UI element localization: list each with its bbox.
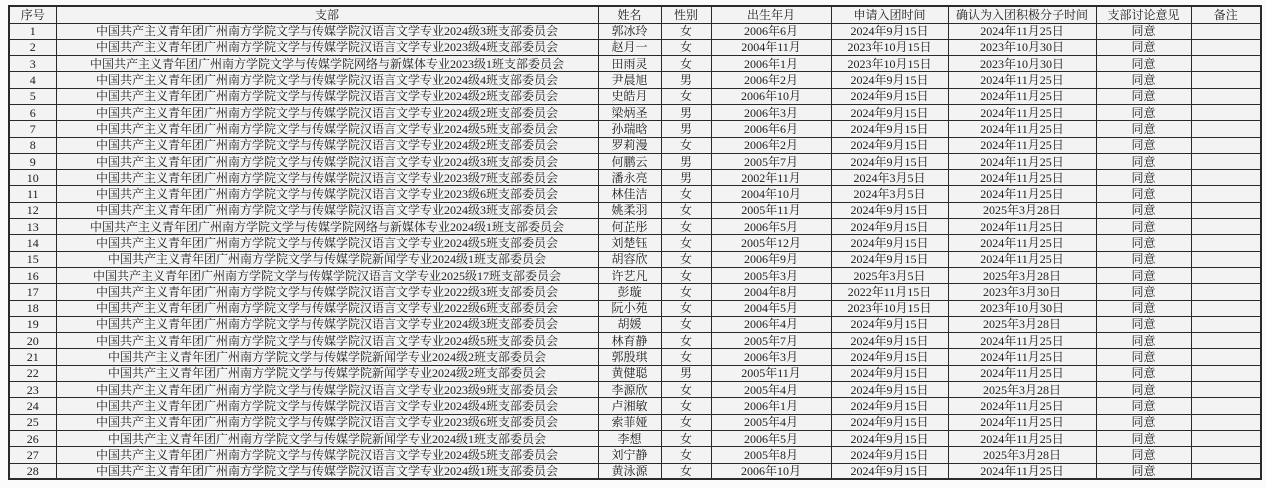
cell-gender: 男 xyxy=(661,365,711,381)
cell-apply_date: 2024年9月15日 xyxy=(831,365,948,381)
cell-confirm_date: 2024年11月25日 xyxy=(948,121,1096,137)
cell-name: 林育静 xyxy=(598,333,661,349)
table-row xyxy=(9,414,1261,430)
cell-remark xyxy=(1191,137,1261,153)
cell-birth: 2006年3月 xyxy=(711,349,831,365)
cell-gender: 男 xyxy=(661,153,711,169)
cell-index: 24 xyxy=(9,398,56,414)
cell-apply_date: 2024年9月15日 xyxy=(831,382,948,398)
cell-gender: 女 xyxy=(661,414,711,430)
cell-confirm_date: 2024年11月25日 xyxy=(948,104,1096,120)
cell-confirm_date: 2024年11月25日 xyxy=(948,414,1096,430)
table-row xyxy=(9,202,1261,218)
youth-league-activist-table xyxy=(8,5,1262,480)
cell-index: 5 xyxy=(9,88,56,104)
cell-confirm_date: 2024年11月25日 xyxy=(948,186,1096,202)
cell-name: 胡媛 xyxy=(598,316,661,332)
cell-name: 刘楚钰 xyxy=(598,235,661,251)
cell-name: 梁炳圣 xyxy=(598,104,661,120)
cell-birth: 2005年3月 xyxy=(711,267,831,283)
cell-confirm_date: 2023年10月30日 xyxy=(948,39,1096,55)
cell-index: 18 xyxy=(9,300,56,316)
table-row xyxy=(9,300,1261,316)
cell-birth: 2004年8月 xyxy=(711,284,831,300)
cell-opinion: 同意 xyxy=(1096,202,1191,218)
cell-remark xyxy=(1191,88,1261,104)
cell-birth: 2006年4月 xyxy=(711,316,831,332)
cell-apply_date: 2024年9月15日 xyxy=(831,414,948,430)
cell-opinion: 同意 xyxy=(1096,39,1191,55)
cell-branch: 中国共产主义青年团广州南方学院文学与传媒学院汉语言文学专业2024级2班支部委员会 xyxy=(56,104,598,120)
cell-birth: 2006年6月 xyxy=(711,121,831,137)
cell-apply_date: 2023年10月15日 xyxy=(831,56,948,72)
cell-gender: 男 xyxy=(661,170,711,186)
cell-remark xyxy=(1191,430,1261,446)
cell-birth: 2005年7月 xyxy=(711,153,831,169)
cell-name: 罗莉漫 xyxy=(598,137,661,153)
cell-branch: 中国共产主义青年团广州南方学院文学与传媒学院汉语言文学专业2023级7班支部委员会 xyxy=(56,170,598,186)
cell-gender: 女 xyxy=(661,430,711,446)
cell-name: 郭殷琪 xyxy=(598,349,661,365)
cell-gender: 女 xyxy=(661,219,711,235)
cell-apply_date: 2024年9月15日 xyxy=(831,153,948,169)
column-header-gender: 性别 xyxy=(661,6,711,23)
cell-opinion: 同意 xyxy=(1096,349,1191,365)
table-row xyxy=(9,186,1261,202)
cell-birth: 2005年7月 xyxy=(711,333,831,349)
cell-remark xyxy=(1191,267,1261,283)
cell-name: 田雨灵 xyxy=(598,56,661,72)
cell-apply_date: 2024年9月15日 xyxy=(831,23,948,39)
cell-name: 赵月一 xyxy=(598,39,661,55)
cell-branch: 中国共产主义青年团广州南方学院文学与传媒学院网络与新媒体专业2023级1班支部委员会 xyxy=(56,56,598,72)
cell-opinion: 同意 xyxy=(1096,251,1191,267)
cell-name: 史皓月 xyxy=(598,88,661,104)
cell-remark xyxy=(1191,316,1261,332)
cell-gender: 女 xyxy=(661,398,711,414)
cell-remark xyxy=(1191,398,1261,414)
cell-name: 潘永亮 xyxy=(598,170,661,186)
cell-index: 9 xyxy=(9,153,56,169)
cell-opinion: 同意 xyxy=(1096,463,1191,479)
table-row xyxy=(9,382,1261,398)
cell-apply_date: 2024年9月15日 xyxy=(831,333,948,349)
cell-name: 刘宁静 xyxy=(598,447,661,463)
cell-confirm_date: 2025年3月28日 xyxy=(948,267,1096,283)
cell-opinion: 同意 xyxy=(1096,382,1191,398)
cell-confirm_date: 2024年11月25日 xyxy=(948,251,1096,267)
cell-confirm_date: 2024年11月25日 xyxy=(948,72,1096,88)
cell-index: 15 xyxy=(9,251,56,267)
cell-remark xyxy=(1191,121,1261,137)
cell-opinion: 同意 xyxy=(1096,137,1191,153)
cell-name: 尹晨旭 xyxy=(598,72,661,88)
cell-gender: 女 xyxy=(661,251,711,267)
cell-confirm_date: 2023年3月30日 xyxy=(948,284,1096,300)
cell-name: 李源欣 xyxy=(598,382,661,398)
cell-opinion: 同意 xyxy=(1096,72,1191,88)
cell-apply_date: 2024年9月15日 xyxy=(831,316,948,332)
cell-apply_date: 2024年9月15日 xyxy=(831,463,948,479)
header-row xyxy=(9,6,1261,23)
cell-remark xyxy=(1191,104,1261,120)
cell-remark xyxy=(1191,365,1261,381)
cell-remark xyxy=(1191,202,1261,218)
cell-birth: 2006年10月 xyxy=(711,463,831,479)
table-row xyxy=(9,365,1261,381)
cell-branch: 中国共产主义青年团广州南方学院文学与传媒学院汉语言文学专业2024级5班支部委员会 xyxy=(56,333,598,349)
cell-index: 2 xyxy=(9,39,56,55)
table-row xyxy=(9,463,1261,479)
cell-confirm_date: 2025年3月28日 xyxy=(948,202,1096,218)
cell-gender: 女 xyxy=(661,300,711,316)
table-row xyxy=(9,430,1261,446)
cell-confirm_date: 2025年3月28日 xyxy=(948,382,1096,398)
table-row xyxy=(9,121,1261,137)
table-row xyxy=(9,267,1261,283)
cell-opinion: 同意 xyxy=(1096,186,1191,202)
cell-opinion: 同意 xyxy=(1096,104,1191,120)
cell-opinion: 同意 xyxy=(1096,414,1191,430)
column-header-name: 姓名 xyxy=(598,6,661,23)
cell-index: 1 xyxy=(9,23,56,39)
cell-branch: 中国共产主义青年团广州南方学院文学与传媒学院汉语言文学专业2024级3班支部委员会 xyxy=(56,202,598,218)
cell-gender: 女 xyxy=(661,137,711,153)
cell-name: 何鹏云 xyxy=(598,153,661,169)
cell-index: 16 xyxy=(9,267,56,283)
cell-birth: 2004年5月 xyxy=(711,300,831,316)
cell-apply_date: 2025年3月5日 xyxy=(831,267,948,283)
column-header-branch: 支部 xyxy=(56,6,598,23)
table-row xyxy=(9,137,1261,153)
cell-index: 7 xyxy=(9,121,56,137)
cell-index: 13 xyxy=(9,219,56,235)
cell-name: 郭冰玲 xyxy=(598,23,661,39)
cell-gender: 女 xyxy=(661,284,711,300)
cell-branch: 中国共产主义青年团广州南方学院文学与传媒学院汉语言文学专业2023级6班支部委员会 xyxy=(56,414,598,430)
cell-birth: 2005年12月 xyxy=(711,235,831,251)
cell-apply_date: 2024年9月15日 xyxy=(831,137,948,153)
cell-gender: 男 xyxy=(661,121,711,137)
cell-index: 21 xyxy=(9,349,56,365)
cell-apply_date: 2024年9月15日 xyxy=(831,235,948,251)
cell-opinion: 同意 xyxy=(1096,219,1191,235)
cell-gender: 女 xyxy=(661,463,711,479)
cell-gender: 女 xyxy=(661,88,711,104)
cell-index: 4 xyxy=(9,72,56,88)
cell-branch: 中国共产主义青年团广州南方学院文学与传媒学院汉语言文学专业2024级5班支部委员会 xyxy=(56,121,598,137)
cell-confirm_date: 2024年11月25日 xyxy=(948,137,1096,153)
cell-index: 20 xyxy=(9,333,56,349)
cell-gender: 女 xyxy=(661,382,711,398)
cell-birth: 2006年5月 xyxy=(711,430,831,446)
cell-birth: 2006年1月 xyxy=(711,398,831,414)
cell-opinion: 同意 xyxy=(1096,170,1191,186)
cell-branch: 中国共产主义青年团广州南方学院文学与传媒学院汉语言文学专业2024级4班支部委员会 xyxy=(56,72,598,88)
cell-index: 22 xyxy=(9,365,56,381)
cell-remark xyxy=(1191,382,1261,398)
cell-remark xyxy=(1191,170,1261,186)
cell-remark xyxy=(1191,186,1261,202)
cell-name: 阮小苑 xyxy=(598,300,661,316)
cell-index: 19 xyxy=(9,316,56,332)
table-row xyxy=(9,72,1261,88)
cell-opinion: 同意 xyxy=(1096,430,1191,446)
cell-gender: 男 xyxy=(661,72,711,88)
cell-branch: 中国共产主义青年团广州南方学院文学与传媒学院新闻学专业2024级2班支部委员会 xyxy=(56,349,598,365)
cell-confirm_date: 2024年11月25日 xyxy=(948,23,1096,39)
cell-branch: 中国共产主义青年团广州南方学院文学与传媒学院新闻学专业2024级1班支部委员会 xyxy=(56,251,598,267)
cell-apply_date: 2024年9月15日 xyxy=(831,398,948,414)
cell-branch: 中国共产主义青年团广州南方学院文学与传媒学院汉语言文学专业2023级4班支部委员会 xyxy=(56,39,598,55)
cell-index: 28 xyxy=(9,463,56,479)
table-row xyxy=(9,284,1261,300)
cell-gender: 女 xyxy=(661,39,711,55)
cell-confirm_date: 2024年11月25日 xyxy=(948,333,1096,349)
cell-index: 26 xyxy=(9,430,56,446)
cell-remark xyxy=(1191,72,1261,88)
cell-remark xyxy=(1191,284,1261,300)
cell-branch: 中国共产主义青年团广州南方学院文学与传媒学院汉语言文学专业2024级3班支部委员会 xyxy=(56,153,598,169)
cell-remark xyxy=(1191,333,1261,349)
cell-name: 许艺凡 xyxy=(598,267,661,283)
cell-apply_date: 2022年11月15日 xyxy=(831,284,948,300)
cell-confirm_date: 2024年11月25日 xyxy=(948,170,1096,186)
cell-confirm_date: 2025年3月28日 xyxy=(948,447,1096,463)
cell-index: 14 xyxy=(9,235,56,251)
table-row xyxy=(9,23,1261,39)
table-row xyxy=(9,170,1261,186)
cell-confirm_date: 2024年11月25日 xyxy=(948,398,1096,414)
cell-name: 索菲娅 xyxy=(598,414,661,430)
cell-remark xyxy=(1191,463,1261,479)
cell-index: 23 xyxy=(9,382,56,398)
cell-name: 林佳洁 xyxy=(598,186,661,202)
cell-opinion: 同意 xyxy=(1096,447,1191,463)
table-row xyxy=(9,251,1261,267)
cell-confirm_date: 2023年10月30日 xyxy=(948,56,1096,72)
cell-index: 10 xyxy=(9,170,56,186)
table-row xyxy=(9,219,1261,235)
table-body xyxy=(9,23,1261,479)
cell-apply_date: 2024年9月15日 xyxy=(831,251,948,267)
cell-name: 李想 xyxy=(598,430,661,446)
cell-birth: 2006年2月 xyxy=(711,137,831,153)
cell-confirm_date: 2024年11月25日 xyxy=(948,349,1096,365)
cell-birth: 2005年4月 xyxy=(711,382,831,398)
cell-apply_date: 2024年9月15日 xyxy=(831,88,948,104)
cell-birth: 2006年10月 xyxy=(711,88,831,104)
cell-confirm_date: 2024年11月25日 xyxy=(948,463,1096,479)
table-row xyxy=(9,398,1261,414)
cell-opinion: 同意 xyxy=(1096,365,1191,381)
cell-confirm_date: 2024年11月25日 xyxy=(948,88,1096,104)
column-header-opinion: 支部讨论意见 xyxy=(1096,6,1191,23)
cell-index: 6 xyxy=(9,104,56,120)
cell-birth: 2005年4月 xyxy=(711,414,831,430)
cell-opinion: 同意 xyxy=(1096,267,1191,283)
cell-gender: 女 xyxy=(661,349,711,365)
cell-opinion: 同意 xyxy=(1096,121,1191,137)
cell-remark xyxy=(1191,300,1261,316)
cell-birth: 2004年11月 xyxy=(711,39,831,55)
cell-apply_date: 2024年9月15日 xyxy=(831,447,948,463)
cell-branch: 中国共产主义青年团广州南方学院文学与传媒学院汉语言文学专业2024级5班支部委员会 xyxy=(56,447,598,463)
column-header-index: 序号 xyxy=(9,6,56,23)
table-row xyxy=(9,88,1261,104)
cell-apply_date: 2023年10月15日 xyxy=(831,300,948,316)
cell-branch: 中国共产主义青年团广州南方学院文学与传媒学院汉语言文学专业2024级2班支部委员会 xyxy=(56,137,598,153)
cell-opinion: 同意 xyxy=(1096,235,1191,251)
cell-gender: 女 xyxy=(661,202,711,218)
cell-branch: 中国共产主义青年团广州南方学院文学与传媒学院新闻学专业2024级1班支部委员会 xyxy=(56,430,598,446)
table-row xyxy=(9,56,1261,72)
table-row xyxy=(9,153,1261,169)
cell-index: 8 xyxy=(9,137,56,153)
cell-apply_date: 2024年9月15日 xyxy=(831,72,948,88)
cell-branch: 中国共产主义青年团广州南方学院文学与传媒学院汉语言文学专业2022级3班支部委员会 xyxy=(56,284,598,300)
cell-branch: 中国共产主义青年团广州南方学院文学与传媒学院网络与新媒体专业2024级1班支部委员会 xyxy=(56,219,598,235)
cell-apply_date: 2024年9月15日 xyxy=(831,202,948,218)
cell-remark xyxy=(1191,23,1261,39)
cell-opinion: 同意 xyxy=(1096,300,1191,316)
cell-apply_date: 2024年3月5日 xyxy=(831,170,948,186)
cell-branch: 中国共产主义青年团广州南方学院文学与传媒学院汉语言文学专业2024级5班支部委员会 xyxy=(56,235,598,251)
cell-branch: 中国共产主义青年团广州南方学院文学与传媒学院汉语言文学专业2024级1班支部委员会 xyxy=(56,463,598,479)
cell-opinion: 同意 xyxy=(1096,316,1191,332)
cell-birth: 2006年6月 xyxy=(711,23,831,39)
cell-confirm_date: 2024年11月25日 xyxy=(948,235,1096,251)
column-header-remark: 备注 xyxy=(1191,6,1261,23)
table-row xyxy=(9,39,1261,55)
cell-index: 27 xyxy=(9,447,56,463)
cell-confirm_date: 2024年11月25日 xyxy=(948,430,1096,446)
cell-apply_date: 2023年10月15日 xyxy=(831,39,948,55)
table-row xyxy=(9,104,1261,120)
cell-index: 17 xyxy=(9,284,56,300)
cell-remark xyxy=(1191,251,1261,267)
cell-remark xyxy=(1191,235,1261,251)
cell-birth: 2002年11月 xyxy=(711,170,831,186)
cell-birth: 2005年11月 xyxy=(711,365,831,381)
cell-name: 姚柔羽 xyxy=(598,202,661,218)
cell-gender: 女 xyxy=(661,23,711,39)
cell-name: 黄泳源 xyxy=(598,463,661,479)
cell-birth: 2006年5月 xyxy=(711,219,831,235)
table-row xyxy=(9,447,1261,463)
cell-name: 胡容欣 xyxy=(598,251,661,267)
cell-birth: 2005年8月 xyxy=(711,447,831,463)
table-row xyxy=(9,235,1261,251)
cell-remark xyxy=(1191,153,1261,169)
cell-birth: 2005年11月 xyxy=(711,202,831,218)
cell-branch: 中国共产主义青年团广州南方学院文学与传媒学院新闻学专业2024级2班支部委员会 xyxy=(56,365,598,381)
cell-birth: 2006年3月 xyxy=(711,104,831,120)
cell-index: 12 xyxy=(9,202,56,218)
cell-confirm_date: 2023年10月30日 xyxy=(948,300,1096,316)
cell-index: 25 xyxy=(9,414,56,430)
column-header-birth: 出生年月 xyxy=(711,6,831,23)
cell-gender: 女 xyxy=(661,267,711,283)
cell-opinion: 同意 xyxy=(1096,333,1191,349)
table-row xyxy=(9,333,1261,349)
cell-confirm_date: 2024年11月25日 xyxy=(948,153,1096,169)
cell-name: 孙瑞晗 xyxy=(598,121,661,137)
cell-birth: 2006年1月 xyxy=(711,56,831,72)
cell-confirm_date: 2024年11月25日 xyxy=(948,365,1096,381)
cell-gender: 女 xyxy=(661,447,711,463)
cell-name: 何芷彤 xyxy=(598,219,661,235)
cell-branch: 中国共产主义青年团广州南方学院文学与传媒学院汉语言文学专业2024级3班支部委员会 xyxy=(56,316,598,332)
cell-opinion: 同意 xyxy=(1096,153,1191,169)
cell-opinion: 同意 xyxy=(1096,398,1191,414)
cell-name: 卢湘敏 xyxy=(598,398,661,414)
cell-remark xyxy=(1191,447,1261,463)
cell-opinion: 同意 xyxy=(1096,284,1191,300)
cell-apply_date: 2024年9月15日 xyxy=(831,219,948,235)
cell-opinion: 同意 xyxy=(1096,56,1191,72)
cell-birth: 2006年9月 xyxy=(711,251,831,267)
cell-gender: 女 xyxy=(661,186,711,202)
cell-branch: 中国共产主义青年团广州南方学院文学与传媒学院汉语言文学专业2024级2班支部委员会 xyxy=(56,88,598,104)
cell-apply_date: 2024年9月15日 xyxy=(831,104,948,120)
cell-confirm_date: 2024年11月25日 xyxy=(948,219,1096,235)
cell-apply_date: 2024年9月15日 xyxy=(831,349,948,365)
cell-branch: 中国共产主义青年团广州南方学院文学与传媒学院汉语言文学专业2024级4班支部委员会 xyxy=(56,398,598,414)
cell-opinion: 同意 xyxy=(1096,88,1191,104)
cell-apply_date: 2024年3月5日 xyxy=(831,186,948,202)
cell-birth: 2004年10月 xyxy=(711,186,831,202)
cell-remark xyxy=(1191,414,1261,430)
cell-branch: 中国共产主义青年团广州南方学院文学与传媒学院汉语言文学专业2023级9班支部委员会 xyxy=(56,382,598,398)
cell-apply_date: 2024年9月15日 xyxy=(831,121,948,137)
column-header-confirm_date: 确认为入团积极分子时间 xyxy=(948,6,1096,23)
column-header-apply_date: 申请入团时间 xyxy=(831,6,948,23)
cell-remark xyxy=(1191,219,1261,235)
cell-opinion: 同意 xyxy=(1096,23,1191,39)
cell-branch: 中国共产主义青年团广州南方学院文学与传媒学院汉语言文学专业2023级6班支部委员会 xyxy=(56,186,598,202)
cell-gender: 男 xyxy=(661,104,711,120)
cell-index: 11 xyxy=(9,186,56,202)
table-row xyxy=(9,316,1261,332)
cell-branch: 中国共产主义青年团广州南方学院文学与传媒学院汉语言文学专业2024级3班支部委员会 xyxy=(56,23,598,39)
cell-gender: 女 xyxy=(661,333,711,349)
cell-gender: 女 xyxy=(661,235,711,251)
cell-branch: 中国共产主义青年团广州南方学院文学与传媒学院汉语言文学专业2025级17班支部委员会 xyxy=(56,267,598,283)
cell-birth: 2006年2月 xyxy=(711,72,831,88)
table-row xyxy=(9,349,1261,365)
cell-confirm_date: 2025年3月28日 xyxy=(948,316,1096,332)
cell-gender: 女 xyxy=(661,316,711,332)
cell-name: 黄健聪 xyxy=(598,365,661,381)
cell-name: 彭璇 xyxy=(598,284,661,300)
cell-branch: 中国共产主义青年团广州南方学院文学与传媒学院汉语言文学专业2022级6班支部委员会 xyxy=(56,300,598,316)
cell-index: 3 xyxy=(9,56,56,72)
cell-remark xyxy=(1191,56,1261,72)
cell-remark xyxy=(1191,349,1261,365)
cell-remark xyxy=(1191,39,1261,55)
cell-gender: 女 xyxy=(661,56,711,72)
cell-apply_date: 2024年9月15日 xyxy=(831,430,948,446)
